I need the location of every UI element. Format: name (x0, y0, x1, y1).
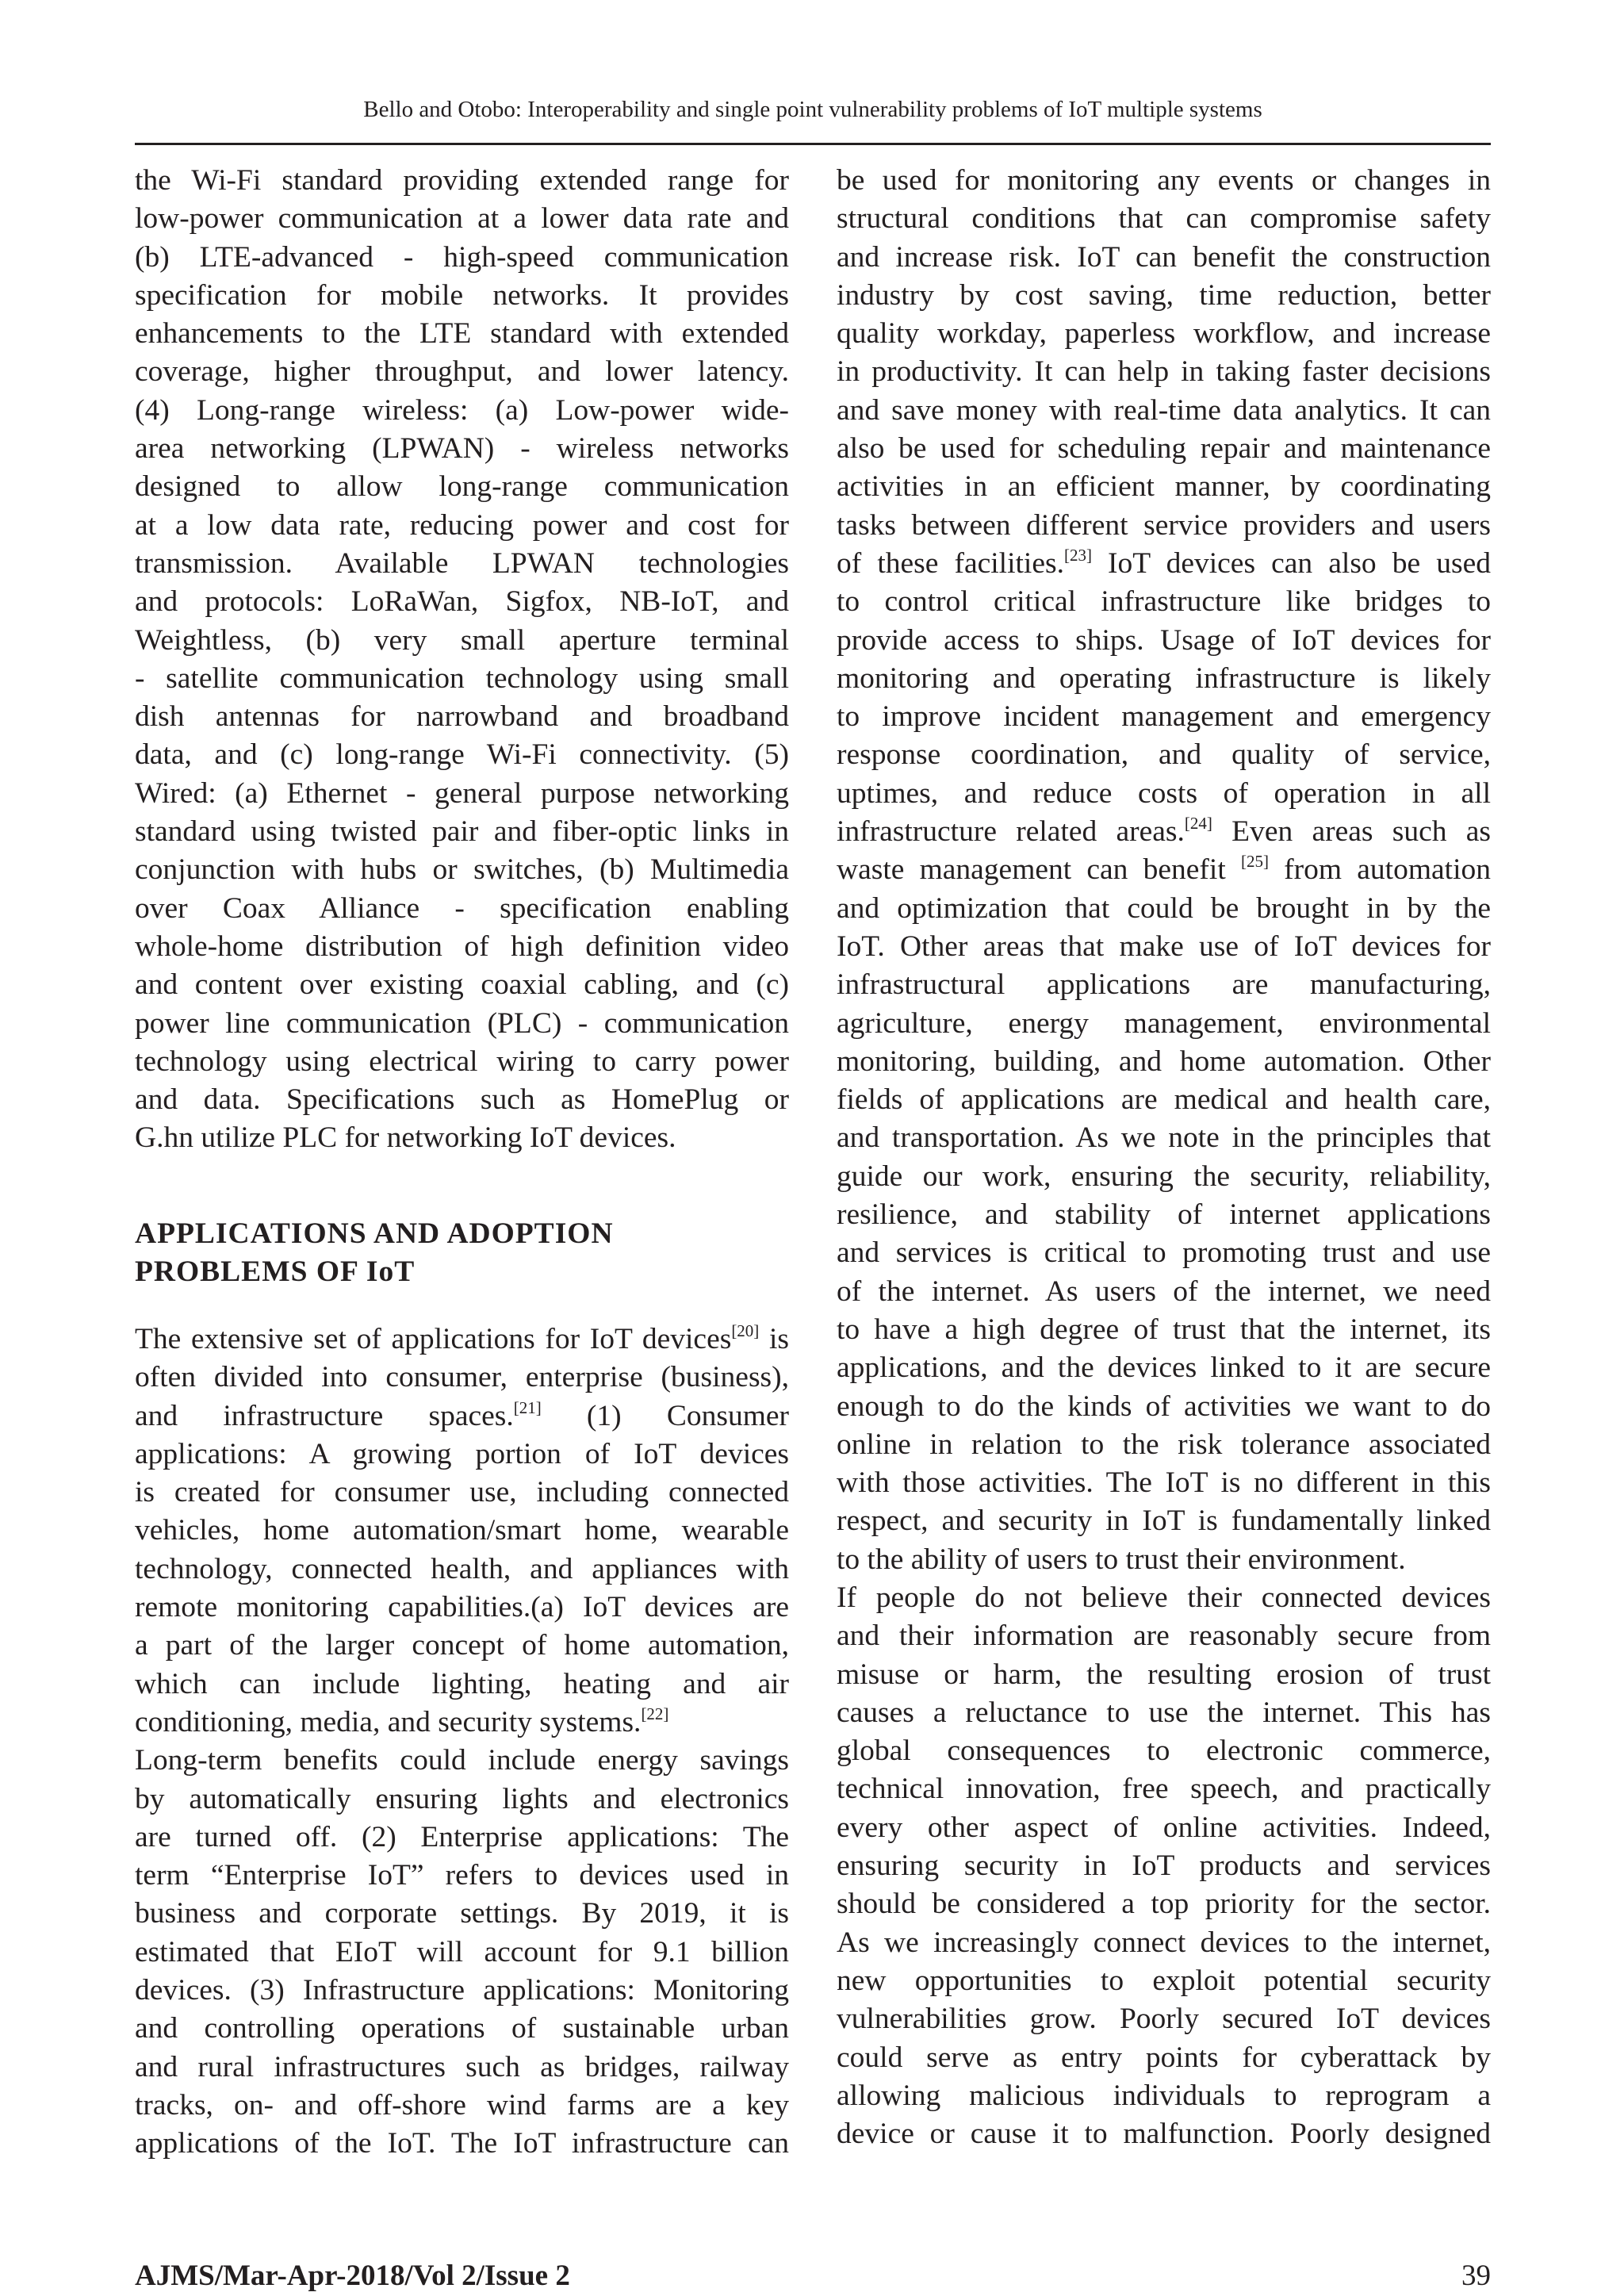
line-text: and their information are reasonably secure from (837, 1619, 1491, 1653)
line-text: and infrastructure spaces. (135, 1399, 514, 1432)
line-text: transmission. Available LPWAN technologies (135, 546, 789, 580)
line-text: vehicles, home automation/smart home, wearable (135, 1514, 789, 1547)
citation-ref: [25] (1240, 852, 1269, 872)
line-text: new opportunities to exploit potential security (837, 1964, 1491, 1997)
text-line (837, 2077, 1491, 2115)
line-text: whole-home distribution of high definition video (135, 930, 789, 963)
line-text: online in relation to the risk tolerance associated (837, 1428, 1491, 1461)
text-line (837, 430, 1491, 468)
text-line (837, 1541, 1491, 1579)
text-line (837, 583, 1491, 621)
line-text: dish antennas for narrowband and broadband (135, 700, 789, 734)
text-line (837, 1388, 1491, 1426)
line-text: power line communication (PLC) - communication (135, 1006, 789, 1040)
text-line (837, 1885, 1491, 1923)
text-line (837, 507, 1491, 545)
line-text-after: from automation (1268, 853, 1491, 887)
text-line (837, 1234, 1491, 1272)
line-text: and increase risk. IoT can benefit the construction (837, 240, 1491, 274)
text-line (135, 430, 789, 468)
text-line (837, 1005, 1491, 1043)
line-text: (b) LTE-advanced - high-speed communication (135, 240, 789, 274)
citation-ref: [23] (1063, 545, 1092, 565)
text-line (837, 1426, 1491, 1464)
line-text: every other aspect of online activities. Indeed, (837, 1811, 1491, 1844)
text-line (837, 468, 1491, 506)
text-line (135, 2125, 789, 2163)
line-text: by automatically ensuring lights and electronics (135, 1782, 789, 1815)
text-line (837, 1196, 1491, 1234)
text-line (135, 1359, 789, 1397)
text-line (837, 1119, 1491, 1157)
section-heading (135, 1215, 789, 1291)
text-line (837, 277, 1491, 315)
line-text-after: IoT devices can also be used (1091, 546, 1491, 580)
line-text: enough to do the kinds of activities we want to do (837, 1389, 1491, 1423)
text-line (837, 775, 1491, 813)
line-text: As we increasingly connect devices to the internet, (837, 1926, 1491, 1959)
line-text: device or cause it to malfunction. Poorly designed (837, 2118, 1491, 2151)
text-line (837, 545, 1491, 583)
line-text: structural conditions that can compromise safety (837, 202, 1491, 236)
text-line (135, 1589, 789, 1627)
line-text: The extensive set of applications for IoT devices (135, 1323, 732, 1355)
text-line (837, 851, 1491, 889)
text-line (837, 1043, 1491, 1081)
line-text: ensuring security in IoT products and services (837, 1849, 1491, 1883)
text-line (135, 1934, 789, 1972)
line-text: often divided into consumer, enterprise (business), (135, 1361, 789, 1394)
text-line (837, 1962, 1491, 2000)
text-line (135, 1397, 789, 1435)
line-text: and optimization that could be brought in by the (837, 891, 1491, 925)
line-text-after: is (759, 1323, 789, 1355)
text-line (837, 660, 1491, 698)
text-line (837, 698, 1491, 736)
line-text: in productivity. It can help in taking faster decisions (837, 355, 1491, 389)
text-line (135, 851, 789, 889)
line-text: specification for mobile networks. It provides (135, 278, 789, 312)
line-text: which can include lighting, heating and air (135, 1667, 789, 1700)
line-text: data, and (c) long-range Wi-Fi connectivity. (5) (135, 738, 789, 772)
line-text: quality workday, paperless workflow, and increase (837, 317, 1491, 351)
text-line (135, 162, 789, 200)
line-text: a part of the larger concept of home automation, (135, 1629, 789, 1662)
text-line (135, 1512, 789, 1550)
line-text-after: (1) Consumer (541, 1399, 789, 1432)
text-line (837, 1273, 1491, 1311)
line-text: is created for consumer use, including connected (135, 1476, 789, 1509)
line-text: and services is critical to promoting trust and use (837, 1236, 1491, 1270)
line-text: business and corporate settings. By 2019, it is (135, 1897, 789, 1930)
text-line (837, 162, 1491, 200)
line-text: technology, connected health, and appliances with (135, 1552, 789, 1585)
line-text: and protocols: LoRaWan, Sigfox, NB-IoT, and (135, 585, 789, 619)
line-text: devices. (3) Infrastructure applications: Monitoring (135, 1974, 789, 2007)
text-line (837, 2000, 1491, 2038)
line-text: (4) Long-range wireless: (a) Low-power wide- (135, 393, 789, 427)
text-line (135, 1474, 789, 1512)
line-text: causes a reluctance to use the internet. This has (837, 1696, 1491, 1729)
text-line (837, 315, 1491, 353)
text-line (135, 200, 789, 238)
line-text: Wired: (a) Ethernet - general purpose networking (135, 776, 789, 810)
line-text: enhancements to the LTE standard with extended (135, 317, 789, 351)
line-text: and transportation. As we note in the principles that (837, 1121, 1491, 1155)
text-line (135, 392, 789, 430)
text-line (135, 1665, 789, 1704)
text-line (837, 890, 1491, 928)
text-line (135, 890, 789, 928)
line-text: of the internet. As users of the internet, we need (837, 1274, 1491, 1308)
text-line (135, 1005, 789, 1043)
text-line (837, 1694, 1491, 1732)
text-line (837, 1847, 1491, 1885)
text-line (135, 1895, 789, 1933)
line-text: to improve incident management and emergency (837, 700, 1491, 734)
line-text: of these facilities. (837, 546, 1064, 580)
footer-page-number: 39 (1461, 2260, 1491, 2292)
line-text: infrastructural applications are manufacturing, (837, 968, 1491, 1002)
line-text: agriculture, energy management, environmental (837, 1006, 1491, 1040)
text-line (135, 239, 789, 277)
text-line (135, 468, 789, 506)
line-text: technical innovation, free speech, and practically (837, 1773, 1491, 1806)
text-line (837, 353, 1491, 391)
text-line (837, 239, 1491, 277)
line-text: remote monitoring capabilities.(a) IoT devices are (135, 1591, 789, 1624)
line-text: Weightless, (b) very small aperture terminal (135, 623, 789, 657)
text-line (135, 1972, 789, 2010)
text-line (837, 966, 1491, 1004)
citation-ref: [24] (1184, 814, 1212, 834)
line-text: over Coax Alliance - specification enabling (135, 891, 789, 925)
text-line (135, 1550, 789, 1589)
text-line (837, 928, 1491, 966)
text-line (837, 1924, 1491, 1962)
line-text: to have a high degree of trust that the internet, its (837, 1313, 1491, 1346)
text-line (837, 622, 1491, 660)
line-text: provide access to ships. Usage of IoT devices for (837, 623, 1491, 657)
text-line (135, 315, 789, 353)
line-text: monitoring and operating infrastructure is likely (837, 661, 1491, 695)
text-line (135, 2087, 789, 2125)
line-text: are turned off. (2) Enterprise applications: The (135, 1820, 789, 1853)
text-line (837, 736, 1491, 774)
text-line (837, 813, 1491, 851)
line-text: IoT. Other areas that make use of IoT devices for (837, 930, 1491, 963)
line-text: estimated that EIoT will account for 9.1 billion (135, 1935, 789, 1968)
text-line (135, 1819, 789, 1857)
text-line (837, 1349, 1491, 1387)
line-text: and controlling operations of sustainable urban (135, 2012, 789, 2045)
line-text: and save money with real-time data analytics. It can (837, 393, 1491, 427)
text-line (135, 736, 789, 774)
text-line (837, 1732, 1491, 1770)
line-text: waste management can benefit (837, 853, 1241, 887)
text-line (135, 1043, 789, 1081)
section-heading-line-2: PROBLEMS OF IoT (135, 1255, 416, 1288)
line-text: tasks between different service providers and users (837, 508, 1491, 542)
line-text: to the ability of users to trust their environment. (837, 1543, 1406, 1576)
line-text: and content over existing coaxial cabling, and (c) (135, 968, 789, 1002)
line-text: with those activities. The IoT is no different in this (837, 1466, 1491, 1500)
line-text: vulnerabilities grow. Poorly secured IoT devices (837, 2003, 1491, 2036)
line-text: designed to allow long-range communication (135, 470, 789, 504)
text-line (135, 1435, 789, 1474)
text-line (135, 1627, 789, 1665)
text-line (837, 1158, 1491, 1196)
line-text: resilience, and stability of internet applications (837, 1198, 1491, 1232)
text-line (135, 2010, 789, 2048)
text-line (135, 507, 789, 545)
line-text: and data. Specifications such as HomePlug or (135, 1083, 789, 1117)
line-text: infrastructure related areas. (837, 815, 1185, 849)
left-paragraph-1 (135, 162, 789, 1158)
footer-journal-citation: AJMS/Mar-Apr-2018/Vol 2/Issue 2 (135, 2260, 570, 2292)
text-line (135, 1081, 789, 1119)
line-text: also be used for scheduling repair and maintenance (837, 432, 1491, 466)
text-line (837, 1809, 1491, 1847)
text-line (135, 1119, 789, 1157)
line-text: could serve as entry points for cyberattack by (837, 2041, 1491, 2074)
citation-ref: [20] (731, 1321, 760, 1340)
line-text: monitoring, building, and home automation. Other (837, 1045, 1491, 1078)
line-text-after: Even areas such as (1212, 815, 1491, 849)
line-text: the Wi-Fi standard providing extended range for (135, 164, 789, 197)
line-text: Long-term benefits could include energy savings (135, 1744, 789, 1777)
text-line (135, 1704, 789, 1742)
text-line (135, 660, 789, 698)
text-line (135, 622, 789, 660)
line-text: conjunction with hubs or switches, (b) Multimedia (135, 853, 789, 887)
right-column (837, 162, 1491, 2153)
text-line (135, 928, 789, 966)
text-line (837, 2115, 1491, 2153)
line-text: standard using twisted pair and fiber-optic links in (135, 815, 789, 849)
line-text: low-power communication at a lower data rate and (135, 202, 789, 236)
line-text: applications: A growing portion of IoT devices (135, 1437, 789, 1470)
text-line (837, 1770, 1491, 1808)
text-line (837, 200, 1491, 238)
text-line (135, 1780, 789, 1819)
line-text: guide our work, ensuring the security, reliability, (837, 1159, 1491, 1193)
line-text: at a low data rate, reducing power and cost for (135, 508, 789, 542)
text-line (837, 1464, 1491, 1502)
line-text: applications, and the devices linked to it are secure (837, 1351, 1491, 1385)
text-line (135, 1742, 789, 1780)
text-line (837, 2039, 1491, 2077)
text-line (135, 1857, 789, 1895)
text-line (135, 545, 789, 583)
line-text: coverage, higher throughput, and lower latency. (135, 355, 789, 389)
line-text: activities in an efficient manner, by coordinating (837, 470, 1491, 504)
line-text: global consequences to electronic commerce, (837, 1734, 1491, 1768)
line-text: fields of applications are medical and health care, (837, 1083, 1491, 1117)
text-line (837, 1617, 1491, 1655)
text-line (837, 1502, 1491, 1540)
running-head: Bello and Otobo: Interoperability and single point vulnerability problems of IoT multiple systems (363, 97, 1262, 122)
line-text: respect, and security in IoT is fundamentally linked (837, 1504, 1491, 1538)
line-text: uptimes, and reduce costs of operation in all (837, 776, 1491, 810)
line-text: and rural infrastructures such as bridges, railway (135, 2050, 789, 2083)
line-text: If people do not believe their connected devices (837, 1581, 1491, 1614)
text-line (135, 277, 789, 315)
header-rule (135, 143, 1491, 145)
line-text: area networking (LPWAN) - wireless networks (135, 432, 789, 466)
text-line (837, 1311, 1491, 1349)
text-line (135, 583, 789, 621)
line-text: applications of the IoT. The IoT infrastructure can (135, 2127, 789, 2160)
line-text: G.hn utilize PLC for networking IoT devices. (135, 1121, 676, 1155)
line-text: tracks, on- and off-shore wind farms are a key (135, 2088, 789, 2122)
citation-ref: [22] (641, 1704, 669, 1723)
text-line (135, 1320, 789, 1359)
text-line (135, 775, 789, 813)
text-line (135, 698, 789, 736)
line-text: - satellite communication technology using small (135, 661, 789, 695)
line-text: to control critical infrastructure like bridges to (837, 585, 1491, 619)
citation-ref: [21] (513, 1397, 542, 1417)
line-text: response coordination, and quality of service, (837, 738, 1491, 772)
line-text: misuse or harm, the resulting erosion of trust (837, 1658, 1491, 1691)
text-line (837, 1579, 1491, 1617)
line-text: industry by cost saving, time reduction, better (837, 278, 1491, 312)
line-text: technology using electrical wiring to carry power (135, 1045, 789, 1078)
text-line (135, 2049, 789, 2087)
line-text: allowing malicious individuals to reprogram a (837, 2079, 1491, 2112)
section-heading-line-1: APPLICATIONS AND ADOPTION (135, 1217, 614, 1250)
text-line (837, 392, 1491, 430)
line-text: conditioning, media, and security systems. (135, 1705, 642, 1738)
text-line (135, 966, 789, 1004)
left-paragraph-2 (135, 1320, 789, 2164)
text-line (837, 1656, 1491, 1694)
line-text: term “Enterprise IoT” refers to devices used in (135, 1859, 789, 1892)
text-line (837, 1081, 1491, 1119)
text-line (135, 813, 789, 851)
text-line (135, 353, 789, 391)
line-text: should be considered a top priority for the sector. (837, 1888, 1491, 1921)
line-text: be used for monitoring any events or changes in (837, 164, 1491, 197)
